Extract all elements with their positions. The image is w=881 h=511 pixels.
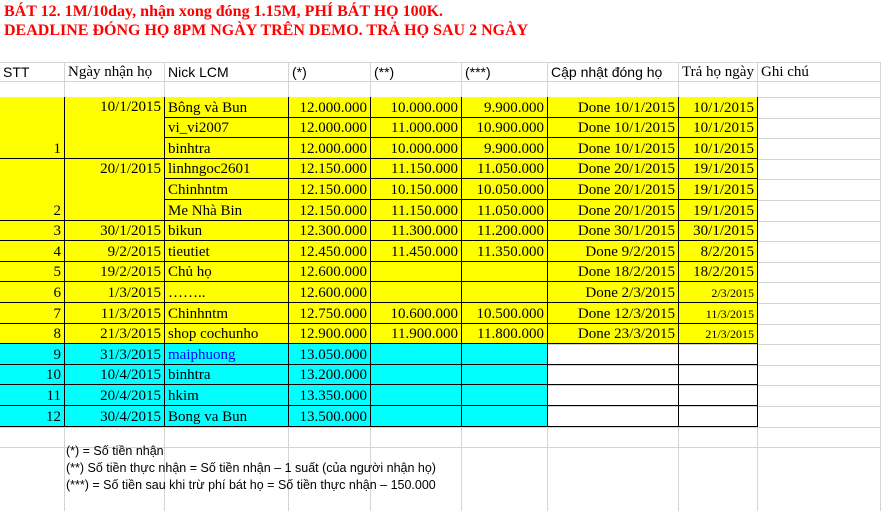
header-col-2star[interactable]: (**) [374,64,395,80]
cell-nick[interactable]: bikun [165,221,289,241]
cell-a[interactable]: 12.000.000 [289,118,371,138]
cell-b[interactable] [371,365,462,385]
cell-c[interactable]: 9.900.000 [462,138,548,159]
cell-stt[interactable]: 6 [0,282,65,303]
cell-a[interactable]: 12.300.000 [289,221,371,241]
header-col-star[interactable]: (*) [292,64,307,80]
cell-date[interactable]: 21/3/2015 [65,324,165,344]
cell-tra[interactable]: 10/1/2015 [679,138,758,159]
cell-ghi-chu[interactable] [758,365,881,385]
cell-nick[interactable]: Chủ họ [165,262,289,282]
cell-c[interactable] [462,262,548,282]
cell-ghi-chu[interactable] [758,179,881,200]
cell-date[interactable]: 10/4/2015 [65,365,165,385]
cell-a[interactable]: 12.600.000 [289,262,371,282]
cell-b[interactable]: 10.000.000 [371,138,462,159]
cell-stt[interactable]: 3 [0,221,65,241]
cell-stt[interactable]: 5 [0,262,65,282]
cell-tra[interactable]: 19/1/2015 [679,179,758,200]
cell-nick[interactable]: Bong va Bun [165,406,289,427]
cell-date[interactable]: 19/2/2015 [65,262,165,282]
cell-tra[interactable]: 10/1/2015 [679,97,758,118]
note-2: (**) Số tiền thực nhận = Số tiền nhận – 1 suất (của người nhận họ) [66,461,436,475]
cell-a[interactable]: 12.150.000 [289,179,371,200]
cell-c[interactable]: 10.500.000 [462,303,548,324]
cell-stt[interactable]: 2 [0,159,65,221]
cell-ghi-chu[interactable] [758,138,881,159]
cell-ngay-nhan[interactable]: 20/1/2015 [65,159,165,221]
cell-done[interactable]: Done 18/2/2015 [548,262,679,282]
cell-done[interactable]: Done 2/3/2015 [548,282,679,303]
cell-date[interactable]: 30/1/2015 [65,221,165,241]
header-ngay-nhan-ho[interactable]: Ngày nhận họ [68,64,153,80]
cell-done[interactable]: Done 30/1/2015 [548,221,679,241]
cell-tra[interactable] [679,385,758,406]
cell-nick[interactable]: linhngoc2601 [165,159,289,179]
header-nick-lcm[interactable]: Nick LCM [168,64,229,80]
cell-done[interactable] [548,344,679,365]
cell-c[interactable] [462,385,548,406]
header-tra-ho-ngay[interactable]: Trả họ ngày [682,64,754,80]
cell-done[interactable]: Done 20/1/2015 [548,159,679,179]
cell-ghi-chu[interactable] [758,324,881,344]
cell-nick[interactable]: binhtra [165,365,289,385]
cell-nick[interactable]: binhtra [165,138,289,159]
cell-b[interactable]: 11.150.000 [371,200,462,221]
cell-a[interactable]: 12.150.000 [289,159,371,179]
title-line-2: DEADLINE ĐÓNG HỌ 8PM NGÀY TRÊN DEMO. TRẢ HỌ SAU 2 NGÀY [4,22,529,39]
cell-b[interactable]: 11.150.000 [371,159,462,179]
cell-b[interactable]: 11.450.000 [371,241,462,262]
cell-tra[interactable]: 2/3/2015 [679,282,758,303]
cell-ghi-chu[interactable] [758,221,881,241]
cell-a[interactable]: 13.350.000 [289,385,371,406]
cell-date[interactable]: 31/3/2015 [65,344,165,365]
cell-c[interactable]: 11.200.000 [462,221,548,241]
cell-b[interactable]: 10.000.000 [371,97,462,118]
cell-c[interactable] [462,406,548,427]
cell-tra[interactable]: 21/3/2015 [679,324,758,344]
cell-tra[interactable]: 18/2/2015 [679,262,758,282]
cell-c[interactable]: 9.900.000 [462,97,548,118]
cell-b[interactable]: 10.600.000 [371,303,462,324]
cell-tra[interactable]: 10/1/2015 [679,118,758,138]
cell-ghi-chu[interactable] [758,159,881,179]
cell-ngay-nhan[interactable]: 10/1/2015 [65,97,165,159]
cell-b[interactable]: 10.150.000 [371,179,462,200]
cell-nick[interactable]: shop cochunho [165,324,289,344]
cell-c[interactable] [462,344,548,365]
cell-done[interactable]: Done 23/3/2015 [548,324,679,344]
cell-tra[interactable] [679,365,758,385]
cell-nick[interactable]: maiphuong [165,344,289,365]
cell-date[interactable]: 9/2/2015 [65,241,165,262]
cell-c[interactable]: 11.050.000 [462,200,548,221]
cell-tra[interactable]: 19/1/2015 [679,200,758,221]
cell-b[interactable] [371,385,462,406]
cell-ghi-chu[interactable] [758,344,881,365]
cell-done[interactable]: Done 10/1/2015 [548,118,679,138]
cell-c[interactable]: 10.900.000 [462,118,548,138]
cell-tra[interactable]: 30/1/2015 [679,221,758,241]
cell-done[interactable]: Done 20/1/2015 [548,200,679,221]
cell-a[interactable]: 12.600.000 [289,282,371,303]
cell-stt[interactable]: 12 [0,406,65,427]
cell-date[interactable]: 20/4/2015 [65,385,165,406]
cell-stt[interactable]: 8 [0,324,65,344]
cell-b[interactable] [371,262,462,282]
cell-tra[interactable]: 8/2/2015 [679,241,758,262]
cell-c[interactable] [462,365,548,385]
cell-stt[interactable]: 4 [0,241,65,262]
cell-stt[interactable]: 9 [0,344,65,365]
cell-ghi-chu[interactable] [758,303,881,324]
cell-a[interactable]: 12.150.000 [289,200,371,221]
cell-nick[interactable]: hkim [165,385,289,406]
cell-done[interactable]: Done 10/1/2015 [548,97,679,118]
cell-b[interactable] [371,282,462,303]
cell-stt[interactable]: 7 [0,303,65,324]
cell-ghi-chu[interactable] [758,385,881,406]
cell-b[interactable] [371,344,462,365]
cell-stt[interactable]: 10 [0,365,65,385]
cell-a[interactable]: 12.450.000 [289,241,371,262]
cell-tra[interactable] [679,406,758,427]
cell-a[interactable]: 12.000.000 [289,97,371,118]
header-stt[interactable]: STT [3,64,30,80]
cell-nick[interactable]: Me Nhà Bin [165,200,289,221]
cell-a[interactable]: 13.050.000 [289,344,371,365]
cell-b[interactable]: 11.000.000 [371,118,462,138]
cell-nick[interactable]: vi_vi2007 [165,118,289,138]
cell-tra[interactable]: 11/3/2015 [679,303,758,324]
cell-nick[interactable]: Chinhntm [165,179,289,200]
cell-c[interactable] [462,282,548,303]
cell-done[interactable]: Done 9/2/2015 [548,241,679,262]
cell-tra[interactable]: 19/1/2015 [679,159,758,179]
cell-done[interactable]: Done 12/3/2015 [548,303,679,324]
cell-b[interactable]: 11.300.000 [371,221,462,241]
note-3: (***) = Số tiền sau khi trừ phí bát họ = Số tiền thực nhận – 150.000 [66,478,436,492]
cell-tra[interactable] [679,344,758,365]
note-1: (*) = Số tiền nhận [66,444,164,458]
cell-ghi-chu[interactable] [758,118,881,138]
cell-date[interactable]: 11/3/2015 [65,303,165,324]
title-line-1: BÁT 12. 1M/10day, nhận xong đóng 1.15M, PHÍ BÁT HỌ 100K. [4,3,444,20]
cell-date[interactable]: 1/3/2015 [65,282,165,303]
cell-a[interactable]: 12.000.000 [289,138,371,159]
cell-ghi-chu[interactable] [758,200,881,221]
header-ghi-chu[interactable]: Ghi chú [761,64,809,80]
cell-a[interactable]: 12.750.000 [289,303,371,324]
header-cap-nhat[interactable]: Cập nhật đóng họ [551,64,663,80]
cell-done[interactable] [548,406,679,427]
cell-c[interactable]: 11.050.000 [462,159,548,179]
cell-c[interactable]: 11.350.000 [462,241,548,262]
header-col-3star[interactable]: (***) [465,64,491,80]
cell-done[interactable]: Done 10/1/2015 [548,138,679,159]
cell-ghi-chu[interactable] [758,262,881,282]
cell-done[interactable] [548,385,679,406]
cell-a[interactable]: 12.900.000 [289,324,371,344]
cell-c[interactable]: 10.050.000 [462,179,548,200]
cell-done[interactable]: Done 20/1/2015 [548,179,679,200]
cell-b[interactable]: 11.900.000 [371,324,462,344]
cell-b[interactable] [371,406,462,427]
gridline-h [0,427,881,428]
cell-nick[interactable]: Bông và Bun [165,97,289,118]
cell-nick[interactable]: Chinhntm [165,303,289,324]
cell-nick[interactable]: tieutiet [165,241,289,262]
cell-a[interactable]: 13.200.000 [289,365,371,385]
cell-ghi-chu[interactable] [758,241,881,262]
cell-ghi-chu[interactable] [758,406,881,427]
cell-ghi-chu[interactable] [758,97,881,118]
cell-nick[interactable]: …….. [165,282,289,303]
cell-done[interactable] [548,365,679,385]
cell-date[interactable]: 30/4/2015 [65,406,165,427]
cell-stt[interactable]: 1 [0,97,65,159]
cell-ghi-chu[interactable] [758,282,881,303]
cell-stt[interactable]: 11 [0,385,65,406]
cell-c[interactable]: 11.800.000 [462,324,548,344]
cell-a[interactable]: 13.500.000 [289,406,371,427]
